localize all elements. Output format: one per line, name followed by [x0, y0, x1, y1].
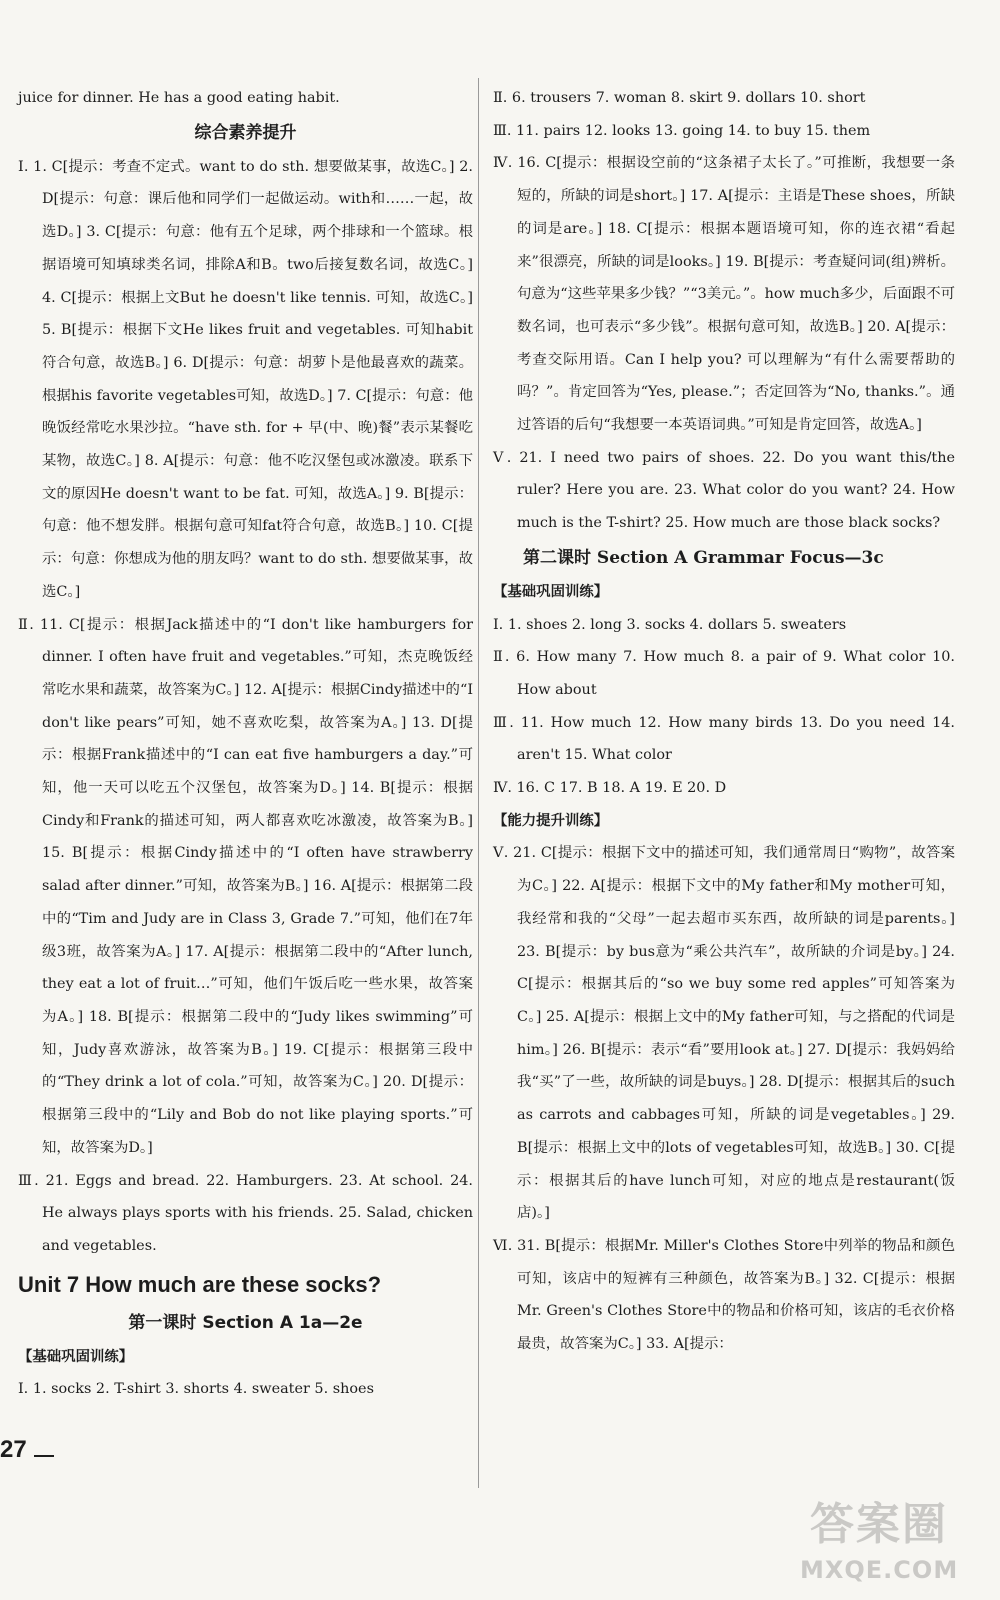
answer-paragraph: Ⅲ. 11. How much 12. How many birds 13. Do you need 14. aren't 15. What color [493, 714, 955, 764]
answer-paragraph: Ⅱ. 6. How many 7. How much 8. a pair of 9. What color 10. How about [493, 649, 955, 698]
right-answer-blocks [493, 82, 955, 540]
section-heading: 综合素养提升 [194, 122, 297, 143]
basic-training-heading: 【基础巩固训练】 [493, 583, 609, 600]
unit-title: Unit 7 How much are these socks? [18, 1271, 382, 1297]
answer-paragraph: Ⅱ. 11. C[提示：根据Jack描述中的“I don't like hamburgers for dinner. I often have fruit and vegetables.”可知，杰克晚饭经常吃水果和蔬菜，故答案为C。] 12. A[提示：根据Cindy描述中的“I don't like pears”可知，她不喜欢吃梨，故答案为A。] 13. D[提示：根据Frank描述中的“I can eat five hamburgers a day.”可知，他一天可以吃五个汉堡包，故答案为D。] 14. B[提示：根据Cindy和Frank的描述可知，两人都喜欢吃冰激凌，故答案为B。] 15. B[提示：根据Cindy描述中的“I often have strawberry salad after dinner.”可知，故答案为B。] 16. A[提示：根据第二段中的“Tim and Judy are in Class 3, Grade 7.”可知，他们在7年级3班，故答案为A。] 17. A[提示：根据第二段中的“After lunch, they eat a lot of fruit…”可知，他们午饭后吃一些水果，故答案为A。] 18. B[提示：根据第二段中的“Judy likes swimming”可知，Judy喜欢游泳，故答案为B。] 19. C[提示：根据第三段中的“They drink a lot of cola.”可知，故答案为C。] 20. D[提示：根据第三段中的“Lily and Bob do not like playing sports.”可知，故答案为D。] [18, 616, 473, 1156]
right-column [493, 82, 955, 1361]
ability-training-heading: 【能力提升训练】 [493, 812, 609, 829]
left-column [18, 82, 473, 1406]
answer-paragraph: Ⅳ. 16. C[提示：根据设空前的“这条裙子太长了。”可推断，我想要一条短的，所缺的词是short。] 17. A[提示：主语是These shoes，所缺的词是are。] 18. C[提示：根据本题语境可知，你的连衣裙“看起来”很漂亮，所缺的词是looks。] 19. B[提示：考查疑问词(组)辨析。句意为“这些苹果多少钱？”“3美元。”。how much多少，后面跟不可数名词，也可表示“多少钱”。根据句意可知，故选B。] 20. A[提示：考查交际用语。Can I help you? 可以理解为“有什么需要帮助的吗？”。肯定回答为“Yes, please.”；否定回答为“No, thanks.”。通过答语的后句“我想要一本英语词典。”可知是肯定回答，故选A。] [493, 155, 955, 434]
page-number-rule [34, 1455, 54, 1457]
lesson-title: 第一课时 Section A 1a—2e [128, 1312, 363, 1333]
answer-paragraph: Ⅴ. 21. I need two pairs of shoes. 22. Do you want this/the ruler? Here you are. 23. What color do you want? 24. How much is the T-shirt? 25. How much are those black socks? [493, 449, 955, 532]
lesson2-title: 第二课时 Section A Grammar Focus—3c [523, 547, 884, 568]
answer-paragraph: Ⅲ. 11. pairs 12. looks 13. going 14. to buy 15. them [493, 122, 871, 139]
answer-line: Ⅰ. 1. socks 2. T-shirt 3. shorts 4. sweater 5. shoes [18, 1381, 374, 1398]
basic-answers [493, 609, 955, 805]
answer-paragraph: Ⅳ. 16. C 17. B 18. A 19. E 20. D [493, 780, 727, 797]
answer-paragraph: Ⅲ. 21. Eggs and bread. 22. Hamburgers. 23. At school. 24. He always plays sports with his friends. 25. Salad, chicken and vegetables. [18, 1172, 473, 1254]
answer-paragraph: Ⅴ. 21. C[提示：根据下文中的描述可知，我们通常周日“购物”，故答案为C。] 22. A[提示：根据下文中的My father和My mother可知，我经常和我的“父母”一起去超市买东西，故所缺的词是parents。] 23. B[提示：by bus意为“乘公共汽车”，故所缺的介词是by。] 24. C[提示：根据其后的“so we buy some red apples”可知答案为C。] 25. A[提示：根据上文中的My father可知，与之搭配的代词是him。] 26. B[提示：表示“看”要用look at。] 27. D[提示：我妈妈给我“买”了一些，故所缺的词是buys。] 28. D[提示：根据其后的such as carrots and cabbages可知，所缺的词是vegetables。] 29. B[提示：根据上文中的lots of vegetables可知，故选B。] 30. C[提示：根据其后的have lunch可知，对应的地点是restaurant(饭店)。] [493, 845, 955, 1222]
answer-paragraph: juice for dinner. He has a good eating habit. [18, 90, 340, 106]
answer-paragraph: Ⅱ. 6. trousers 7. woman 8. skirt 9. dollars 10. short [493, 90, 866, 106]
watermark-url: MXQE.COM [800, 1556, 959, 1584]
ability-answers [493, 837, 955, 1360]
answer-paragraph: Ⅰ. 1. shoes 2. long 3. socks 4. dollars 5. sweaters [493, 616, 847, 633]
watermark-logo [800, 1488, 980, 1598]
column-divider [478, 78, 479, 1488]
page-number: 27 [0, 1436, 27, 1463]
left-answer-blocks [18, 82, 473, 1263]
answer-paragraph: Ⅰ. 1. C[提示：考查不定式。want to do sth. 想要做某事，故选C。] 2. D[提示：句意：课后他和同学们一起做运动。with和……一起，故选D。] 3. C[提示：句意：他有五个足球，两个排球和一个篮球。根据语境可知填球类名词，排除A和B。two后接复数名词，故选C。] 4. C[提示：根据上文But he doesn't like tennis. 可知，故选C。] 5. B[提示：根据下文He likes fruit and vegetables. 可知habit符合句意，故选B。] 6. D[提示：句意：胡萝卜是他最喜欢的蔬菜。根据his favorite vegetables可知，故选D。] 7. C[提示：句意：他晚饭经常吃水果沙拉。“have sth. for + 早(中、晚)餐”表示某餐吃某物，故选C。] 8. A[提示：句意：他不吃汉堡包或冰激凌。联系下文的原因He doesn't want to be fat. 可知，故选A。] 9. B[提示：句意：他不想发胖。根据句意可知fat符合句意，故选B。] 10. C[提示：句意：你想成为他的朋友吗？want to do sth. 想要做某事，故选C。] [18, 158, 473, 600]
answer-paragraph: Ⅵ. 31. B[提示：根据Mr. Miller's Clothes Store中列举的物品和颜色可知，该店中的短裤有三种颜色，故答案为B。] 32. C[提示：根据Mr. Green's Clothes Store中的物品和价格可知，该店的毛衣价格最贵，故答案为C。] 33. A[提示： [493, 1237, 955, 1353]
watermark-text: 答案圈 [810, 1499, 948, 1550]
basic-training-heading: 【基础巩固训练】 [18, 1348, 134, 1365]
